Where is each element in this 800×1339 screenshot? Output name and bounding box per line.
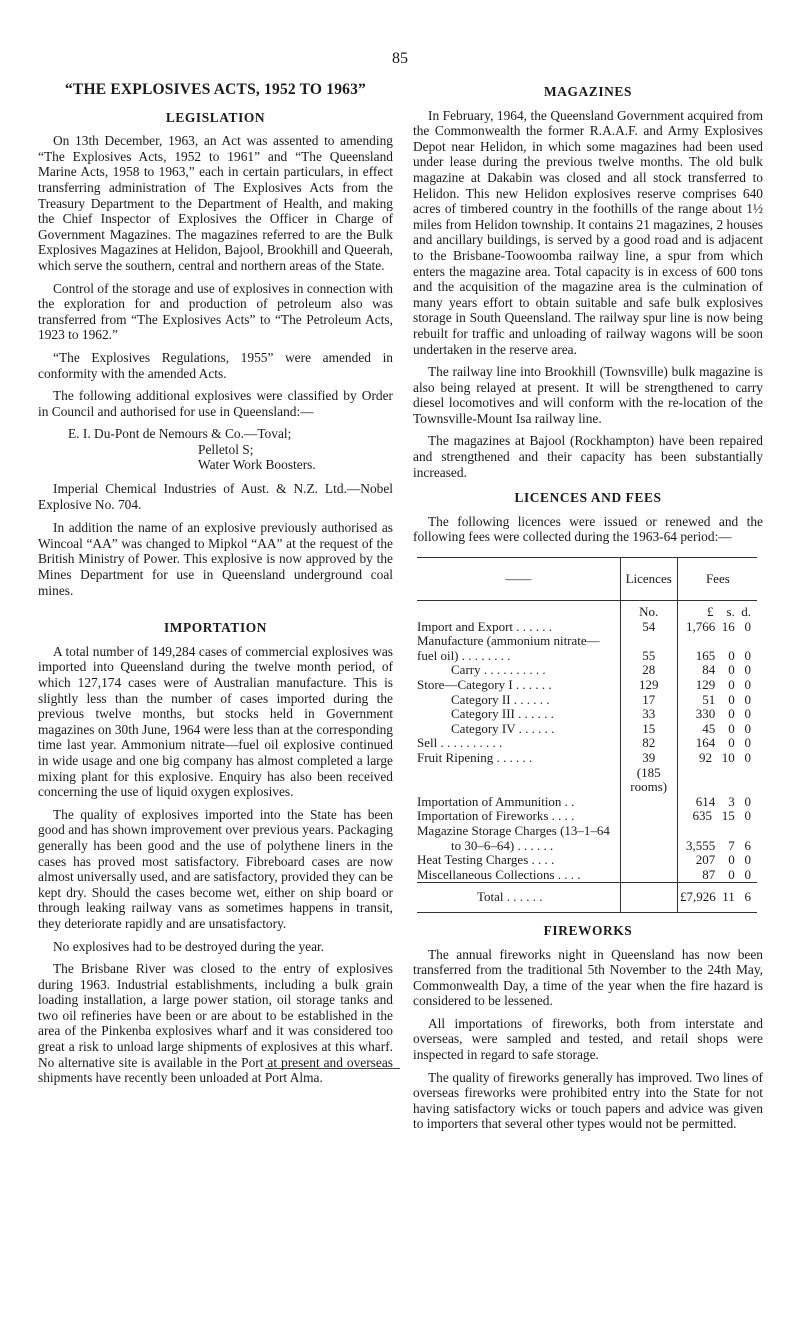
importation-paragraph-1: A total number of 149,284 cases of commercial explosives was imported into Queensland during the twelve month period, of which 127,174 cases were of Australian manufacture. This is slightly less than the number of cases imported during the previous twelve months, but stocks held in Government magazines on 30th June, 1964 were less than at the corresponding time last year. Ammonium nitrate—fuel oil explosive continued in wide usage and one big company has almost completed a large mixing plant for this explosive. Enquiry has also been received concerning the use of liquid oxygen explosives. — [38, 643, 393, 800]
row-fee: 207 0 0 — [695, 852, 751, 868]
row-fee: 51 0 0 — [702, 691, 751, 707]
importation-paragraph-4: The Brisbane River was closed to the entry of explosives during 1963. Industrial establishments, including a bulk grain loading installation, a large power station, oil storage tanks and two oil refineries have been or are about to be established in the area of the Pinkenba explosives wharf and it was considered too great a risk to unload large shipments of explosives at this wharf. No alternative site is available in the Port at present and overseas shipments have recently been unloaded at Port Alma. — [38, 961, 393, 1086]
right-column — [413, 82, 763, 1139]
row-fee: 84 0 0 — [702, 662, 751, 678]
divider-rule — [265, 1068, 400, 1069]
row-licences-count — [620, 824, 677, 839]
row-fee: 635 15 0 — [692, 808, 751, 824]
row-item: Category II . . . . . . — [451, 691, 550, 707]
row-licences-count — [620, 853, 677, 868]
row-licences-count: (185 rooms) — [620, 766, 677, 795]
row-licences-count: 28 — [620, 663, 677, 678]
total-row — [417, 883, 757, 913]
row-licences-count: 15 — [620, 722, 677, 737]
row-licences-count: 54 — [620, 620, 677, 635]
row-fee: 1,766 16 0 — [686, 618, 751, 634]
magazines-paragraph-2: The railway line into Brookhill (Townsville) bulk magazine is also being relayed at present. It will be strengthened to carry diesel locomotives and will conform with the re-location of the Townsville-Mount Isa railway line. — [413, 364, 763, 426]
fireworks-paragraph-1: The annual fireworks night in Queensland has now been transferred from the traditional 5th November to the 24th May, Commonwealth Day, a time of the year when the fire hazard is considered to be lessened. — [413, 946, 763, 1009]
row-item: Category III . . . . . . — [451, 706, 554, 722]
importation-paragraph-3: No explosives had to be destroyed during the year. — [53, 938, 325, 954]
company-dupont: E. I. Du-Pont de Nemours & Co.—Toval; — [68, 426, 292, 442]
magazines-paragraph-3: The magazines at Bajool (Rockhampton) have been repaired and strengthened and their capacity has been substantially increased. — [413, 433, 763, 480]
table-header-row — [417, 558, 757, 601]
page-number: 85 — [392, 50, 408, 67]
classified-explosives-list — [38, 426, 393, 512]
section-title: “THE EXPLOSIVES ACTS, 1952 TO 1963” — [64, 81, 366, 98]
licences-fees-table — [417, 557, 757, 913]
header-fees: Fees — [677, 558, 757, 601]
row-item: Import and Export . . . . . . — [417, 618, 553, 634]
row-fee — [677, 634, 757, 649]
units-no: No. — [620, 601, 677, 620]
row-item: fuel oil) . . . . . . . . — [417, 647, 511, 663]
row-item: Fruit Ripening . . . . . . — [417, 749, 533, 765]
magazines-heading: MAGAZINES — [544, 84, 632, 99]
row-fee: 614 3 0 — [695, 793, 751, 809]
row-licences-count: 55 — [620, 649, 677, 664]
row-item: Heat Testing Charges . . . . — [417, 852, 555, 868]
row-item: Store—Category I . . . . . . — [417, 677, 552, 692]
row-fee: 165 0 0 — [695, 647, 751, 663]
row-fee: 3,555 7 6 — [686, 837, 751, 853]
fireworks-paragraph-2: All importations of fireworks, both from interstate and overseas, were sampled and tested, and retail shops were inspected in regard to safe storage. — [413, 1015, 763, 1063]
licences-intro: The following licences were issued or renewed and the following fees were collected during the 1963-64 period:— — [413, 513, 763, 545]
row-fee: 45 0 0 — [702, 720, 751, 736]
row-licences-count — [620, 839, 677, 854]
row-item — [417, 766, 620, 795]
table-row — [417, 839, 757, 854]
row-item: Carry . . . . . . . . . . — [451, 662, 546, 678]
total-label: Total . . . . . . — [417, 883, 620, 913]
legislation-heading: LEGISLATION — [165, 109, 266, 125]
row-licences-count: 17 — [620, 693, 677, 708]
table-row — [417, 693, 757, 708]
legislation-paragraph-1: On 13th December, 1963, an Act was assented to amending “The Explosives Acts, 1952 to 1961” and “The Queensland Marine Acts, 1958 to 1963,” each in certain particulars, in effect transferring administration of The Explosives Acts from the Treasury Department to the Department of Health, and making the Chief Inspector of Explosives the Officer in Charge of Government Magazines. The magazines referred to are the Bulk Explosives Magazines at Helidon, Bajool, Brookhill and Queerah, which serve the southern, central and northern areas of the State. — [38, 133, 393, 273]
row-item: Manufacture (ammonium nitrate— — [417, 633, 600, 649]
row-item: Importation of Ammunition . . — [417, 793, 575, 809]
product-water-work-boosters: Water Work Boosters. — [198, 457, 316, 473]
licences-heading: LICENCES AND FEES — [514, 490, 662, 506]
row-item: Importation of Fireworks . . . . — [417, 808, 575, 824]
table-row — [417, 620, 757, 635]
legislation-paragraph-5: In addition the name of an explosive previously authorised as Wincoal “AA” was changed to Mipkol “AA” at the request of the British Ministry of Power. This explosive is now approved by the Mines Department for use in Queensland underground coal mines. — [38, 520, 393, 598]
row-item: to 30–6–64) . . . . . . — [451, 837, 554, 853]
table-row — [417, 634, 757, 649]
left-column — [38, 82, 393, 1093]
row-fee: 330 0 0 — [695, 706, 751, 722]
total-fee: £7,926 11 6 — [677, 883, 757, 913]
legislation-paragraph-4: The following additional explosives were classified by Order in Council and authorised for use in Queensland:— — [38, 388, 393, 419]
row-licences-count — [620, 634, 677, 649]
table-row — [417, 649, 757, 664]
row-fee: 92 10 0 — [699, 749, 751, 765]
row-licences-count: 33 — [620, 707, 677, 722]
row-fee — [677, 824, 757, 839]
table-row — [417, 707, 757, 722]
table-row — [417, 678, 757, 693]
fireworks-heading: FIREWORKS — [543, 922, 633, 938]
row-fee — [677, 766, 757, 795]
table-row — [417, 795, 757, 810]
row-fee: 129 0 0 — [695, 677, 751, 692]
legislation-paragraph-3: “The Explosives Regulations, 1955” were amended in conformity with the amended Acts. — [38, 349, 393, 381]
table-body — [417, 601, 757, 883]
row-item: Sell . . . . . . . . . . — [417, 735, 503, 751]
table-row — [417, 853, 757, 868]
table-row — [417, 751, 757, 766]
table-row — [417, 868, 757, 883]
row-licences-count: 129 — [620, 678, 677, 693]
units-fees: £ s. d. — [706, 604, 751, 620]
row-fee: 87 0 0 — [702, 866, 751, 882]
row-licences-count — [620, 809, 677, 824]
table-row — [417, 722, 757, 737]
fireworks-paragraph-3: The quality of fireworks generally has improved. Two lines of overseas fireworks were prohibited entry into the State for not having satisfactory wicks or touch papers and advice was given to importers that several other types would not be permitted. — [413, 1069, 763, 1132]
magazines-paragraph-1: In February, 1964, the Queensland Government acquired from the Commonwealth the former R.A.A.F. and Army Explosives Depot near Helidon, in which some magazines had been used under lease during the previous twelve months. The old bulk magazine at Dakabin was closed and all stock transferred to Helidon. This new Helidon explosives reserve comprises 640 acres of timbered country in the foothills of the range about 1½ miles from Helidon township. It contains 21 magazines, 2 houses and ancillary buildings, is served by a good road and is adjacent to the Brisbane-Toowoomba railway line, a spur from which enters the magazine area. Total capacity is in excess of 600 tons and the acquisition of the magazine area is the culmination of many years effort to obtain suitable and safe bulk explosives storage in South Queensland. The railway spur line is now being rebuilt for traffic and unloading of railway wagons will be soon undertaken in the reserve area. — [413, 107, 763, 357]
row-item: Miscellaneous Collections . . . . — [417, 866, 581, 882]
importation-heading: IMPORTATION — [163, 620, 268, 636]
legislation-paragraph-2: Control of the storage and use of explosives in connection with the exploration for and production of petroleum also was transferred from “The Explosives Acts” to “The Petroleum Acts, 1923 to 1962.” — [38, 280, 393, 343]
header-licences: Licences — [620, 558, 677, 601]
row-item: Magazine Storage Charges (13–1–64 — [417, 822, 610, 838]
table-row — [417, 824, 757, 839]
row-licences-count: 82 — [620, 736, 677, 751]
table-row — [417, 766, 757, 795]
row-licences-count — [620, 868, 677, 883]
table-row — [417, 736, 757, 751]
table-row — [417, 809, 757, 824]
row-licences-count: 39 — [620, 751, 677, 766]
product-pelletol: Pelletol S; — [198, 441, 254, 457]
importation-paragraph-2: The quality of explosives imported into the State has been good and has shown improvement over previous years. Packaging generally has been good and the use of polythene liners in the cases has proved most satisfactory. Fibreboard cases are now almost universally used, and are satisfactory, provided they can be kept dry. Should the cases become wet, either on ship board or through leaking railway vans as sometimes happens in transit, they deteriorate rapidly and are unsatisfactory. — [38, 806, 393, 931]
units-row — [417, 601, 757, 620]
row-fee: 164 0 0 — [695, 735, 751, 751]
header-blank: —— — [417, 558, 620, 601]
table-row — [417, 663, 757, 678]
company-ici: Imperial Chemical Industries of Aust. & N.Z. Ltd.—Nobel Explosive No. 704. — [38, 481, 393, 512]
row-licences-count — [620, 795, 677, 810]
row-item: Category IV . . . . . . — [451, 720, 555, 736]
